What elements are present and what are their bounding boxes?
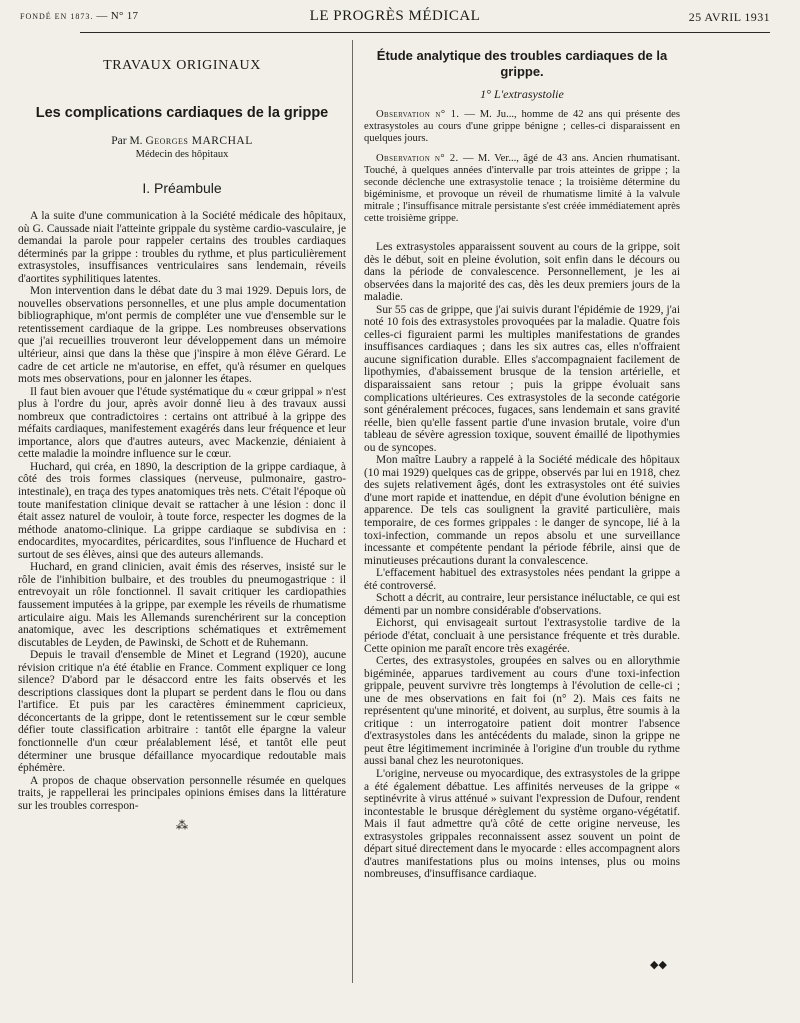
subsection-heading: 1° L'extrasystolie <box>480 87 564 101</box>
author-line <box>18 134 346 149</box>
paragraph: A la suite d'une communication à la Société médicale des hôpitaux, où G. Caussade niait l'atteinte grippale du système cardio-vasculaire, je demandai la parole pour rappeler certains des troubles cardiaques déterminés par la grippe : troubles du rythme, et plus particulièrement extrasystoles, insuffisances ventriculaires sans lendemain, réveils d'aortites syphilitiques latentes. <box>18 210 346 285</box>
observation <box>364 109 680 145</box>
paragraph: Il faut bien avouer que l'étude systématique du « cœur grippal » n'est plus à l'ordre du jour, après avoir donné lieu à des travaux aussi nombreux que contradictoires : certains ont attribué à la grippe des méfaits cardiaques, manifestement exagérés dans leur fréquence et leur importance, alors que d'autres auteurs, avec Mackenzie, déniaient à cette maladie la moindre influence sur le cœur. <box>18 385 346 461</box>
paragraph: Huchard, en grand clinicien, avait émis des réserves, insisté sur le rôle de l'inhibition bulbaire, et des troubles du pneumogastrique : il entrevoyait un rôle fonctionnel. Il savait critiquer les cardiopathies faussement imputées à la grippe, par exemple les réveils de rhumatisme articulaire aigu. Mais les Allemands surenchérirent sur la conception anatomique, avec les descriptions schématiques et extrêmement discutables de Leyden, de Pawinski, de Schott et de Ruhemann. <box>18 561 346 649</box>
paragraph: Huchard, qui créa, en 1890, la description de la grippe cardiaque, à côté des trois formes classiques (nerveuse, pulmonaire, gastro-intestinale), en traça des types anatomiques très nets. C'était l'époque où toute manifestation clinique devait se rattacher à une lésion : donc il était assez naturel de vouloir, à toute force, respecter les dogmes de la méthode anatomo-clinique. La grippe cardiaque se subdivisa en : endocardites, myocardites, péricardites, sous l'influence de Huchard et surtout de ses élèves, ainsi que des auteurs allemands. <box>18 460 347 561</box>
issue-number: — N° 17 <box>96 10 139 22</box>
study-title: Étude analytique des troubles cardiaques de la grippe. <box>376 48 668 79</box>
observation-text: — M. Ju..., homme de 42 ans qui présente des extrasystoles au cours d'une grippe bénigne ; celles-ci disparaissent en quelques jours. <box>364 109 680 144</box>
author-affiliation: Médecin des hôpitaux <box>135 149 229 160</box>
observation-text: — M. Ver..., âgé de 43 ans. Ancien rhumatisant. Touché, à quelques années d'intervalle par trois atteintes de grippe ; la seconde déclenche une extrasystolie tenace ; la troisième détermine du bigéminisme, et provoque un réveil de rhumatisme limité à la valvule mitrale ; l'insuffisance mitrale persistante s'est créée immédiatement après cette troisième grippe. <box>364 153 680 224</box>
end-mark: ◆◆ <box>650 959 667 971</box>
paragraph: Mon maître Laubry a rappelé à la Société médicale des hôpitaux (10 mai 1929) quelques cas de grippe, observés par lui en 1918, chez des sujets relativement âgés, dont les extrasystoles ont été suivies d'une mort rapide et inattendue, en dépit d'une évolution bénigne en apparence. De tels cas soulignent la gravité particulière, mais temporaire, de ces formes grippales : le danger de syncope, lié à la toxi-infection, commande un repos absolu et une surveillance incessante et compétente pendant la période fébrile, ainsi que de minutieuses précautions durant la convalescence. <box>364 454 680 567</box>
paragraph: Certes, des extrasystoles, groupées en salves ou en allorythmie bigéminée, apparues tardivement au cours d'une toxi-infection grippale, peuvent survivre très longtemps à l'évolution de celle-ci ; une de mes observations en fait foi (n° 2). Mais ces faits ne représentent qu'une minorité, et doivent, au surplus, être soumis à la critique : un interrogatoire patient doit montrer l'absence d'extrasystoles dans les antécédents du malade, sinon la grippe ne peut être légitimement incriminée à l'origine d'un trouble du rythme aussi banal chez les neurotoniques. <box>364 655 680 768</box>
paragraph: Mon intervention dans le débat date du 3 mai 1929. Depuis lors, de nouvelles observations personnelles, et une plus ample documentation bibliographique, m'ont permis de compléter une vue d'ensemble sur le retentissement cardiaque de la grippe. Les nombreuses observations que j'ai recueillies trouveront leur développement dans un mémoire ultérieur, ainsi que dans la thèse que j'inspire à mon élève Gérard. Le cadre de cet article ne m'autorise, en effet, qu'à résumer en quelques mots mes observations, pour en jalonner les étapes. <box>18 285 346 386</box>
column-divider <box>352 40 353 983</box>
left-body <box>18 210 346 812</box>
paragraph: L'effacement habituel des extrasystoles nées pendant la grippe a été controversé. <box>364 567 680 592</box>
section-label: TRAVAUX ORIGINAUX <box>103 58 261 73</box>
ornament: ⁂ <box>176 818 188 833</box>
author-prefix: Par M. <box>111 135 143 147</box>
section-heading: I. Préambule <box>142 180 222 196</box>
issue-date: 25 AVRIL 1931 <box>688 10 770 24</box>
observation <box>364 153 680 225</box>
paragraph: Les extrasystoles apparaissent souvent au cours de la grippe, soit dès le début, soit en pleine évolution, soit enfin dans le décours ou dans la période de convalescence. Personnellement, je les ai observées dans la majorité des cas, dès les deux premiers jours de la maladie. <box>364 241 680 304</box>
author-name: Georges MARCHAL <box>145 135 253 147</box>
observation-label: Observation n° 2. <box>376 153 459 164</box>
right-body <box>364 241 680 881</box>
paragraph: Eichorst, qui envisageait surtout l'extrasystolie tardive de la période d'état, concluait à une persistance fréquente et très durable. Cette opinion me paraît encore très exagérée. <box>364 617 680 655</box>
article-title: Les complications cardiaques de la grippe <box>35 105 329 121</box>
founded-label: FONDÉ EN 1873. <box>20 12 94 21</box>
paragraph: Sur 55 cas de grippe, que j'ai suivis durant l'épidémie de 1929, j'ai noté 10 fois des extrasystoles provoquées par la maladie. Quatre fois celles-ci figuraient parmi les multiples manifestations de grandes insuffisances cardiaques ; dans les six autres cas, elles n'offraient aucune signification durable. Elles s'accompagnaient facilement de lipothymies, d'abaissement brusque de la tension artérielle, et disparaissaient sans retour ; puis la grippe évoluait sans complications ultérieures. Ces extrasystoles de la seconde catégorie sont généralement précoces, fugaces, sans lendemain et sans gravité réelle, bien qu'elle fassent partie d'une invasion brutale, voire d'un tableau de sévère agression toxique, souvent émaillé de lipothymies ou de syncopes. <box>364 303 680 454</box>
header-rule <box>80 32 770 33</box>
paragraph: Schott a décrit, au contraire, leur persistance inéluctable, ce qui est démenti par un nombre considérable d'observations. <box>364 592 680 617</box>
journal-title: LE PROGRÈS MÉDICAL <box>309 8 481 24</box>
page-header <box>20 6 770 32</box>
spacer <box>364 233 680 241</box>
observation-label: Observation n° 1. <box>376 109 460 120</box>
paragraph: Depuis le travail d'ensemble de Minet et Legrand (1920), aucune révision critique n'a été établie en France. Comment expliquer ce long silence? D'abord par le désaccord entre les faits observés et les descriptions classiques dont la plupart se perdent dans le flou ou dans l'artifice. Et puis par les caractères éminemment capricieux, déconcertants de la grippe, dont le retentissement sur le cœur semble défier toute classification arbitraire : tantôt elle épargne la valeur fonctionnelle d'un cœur préalablement lésé, et tantôt elle peut déterminer une brusque défaillance myocardique redoutable mais éphémère. <box>18 649 346 775</box>
left-column <box>18 48 346 833</box>
paragraph: A propos de chaque observation personnelle résumée en quelques traits, je rappellerai les principales opinions émises dans la littérature sur les troubles correspon- <box>18 774 346 812</box>
paragraph: L'origine, nerveuse ou myocardique, des extrasystoles de la grippe a été également débattue. Les affinités nerveuses de la grippe « septinévrite à virus atténué » suivant l'expression de Dufour, rendent incontestable le brusque dérèglement du système organo-végétatif. Mais il faut admettre qu'à côté de cette origine nerveuse, les extrasystoles grippales reconnaissent assez souvent un point de départ situé directement dans le myocarde : elles accompagnent alors d'autres manifestations plus ou moins intenses, plus ou moins nombreuses, d'insuffisance cardiaque. <box>364 767 680 881</box>
right-column <box>364 48 680 881</box>
